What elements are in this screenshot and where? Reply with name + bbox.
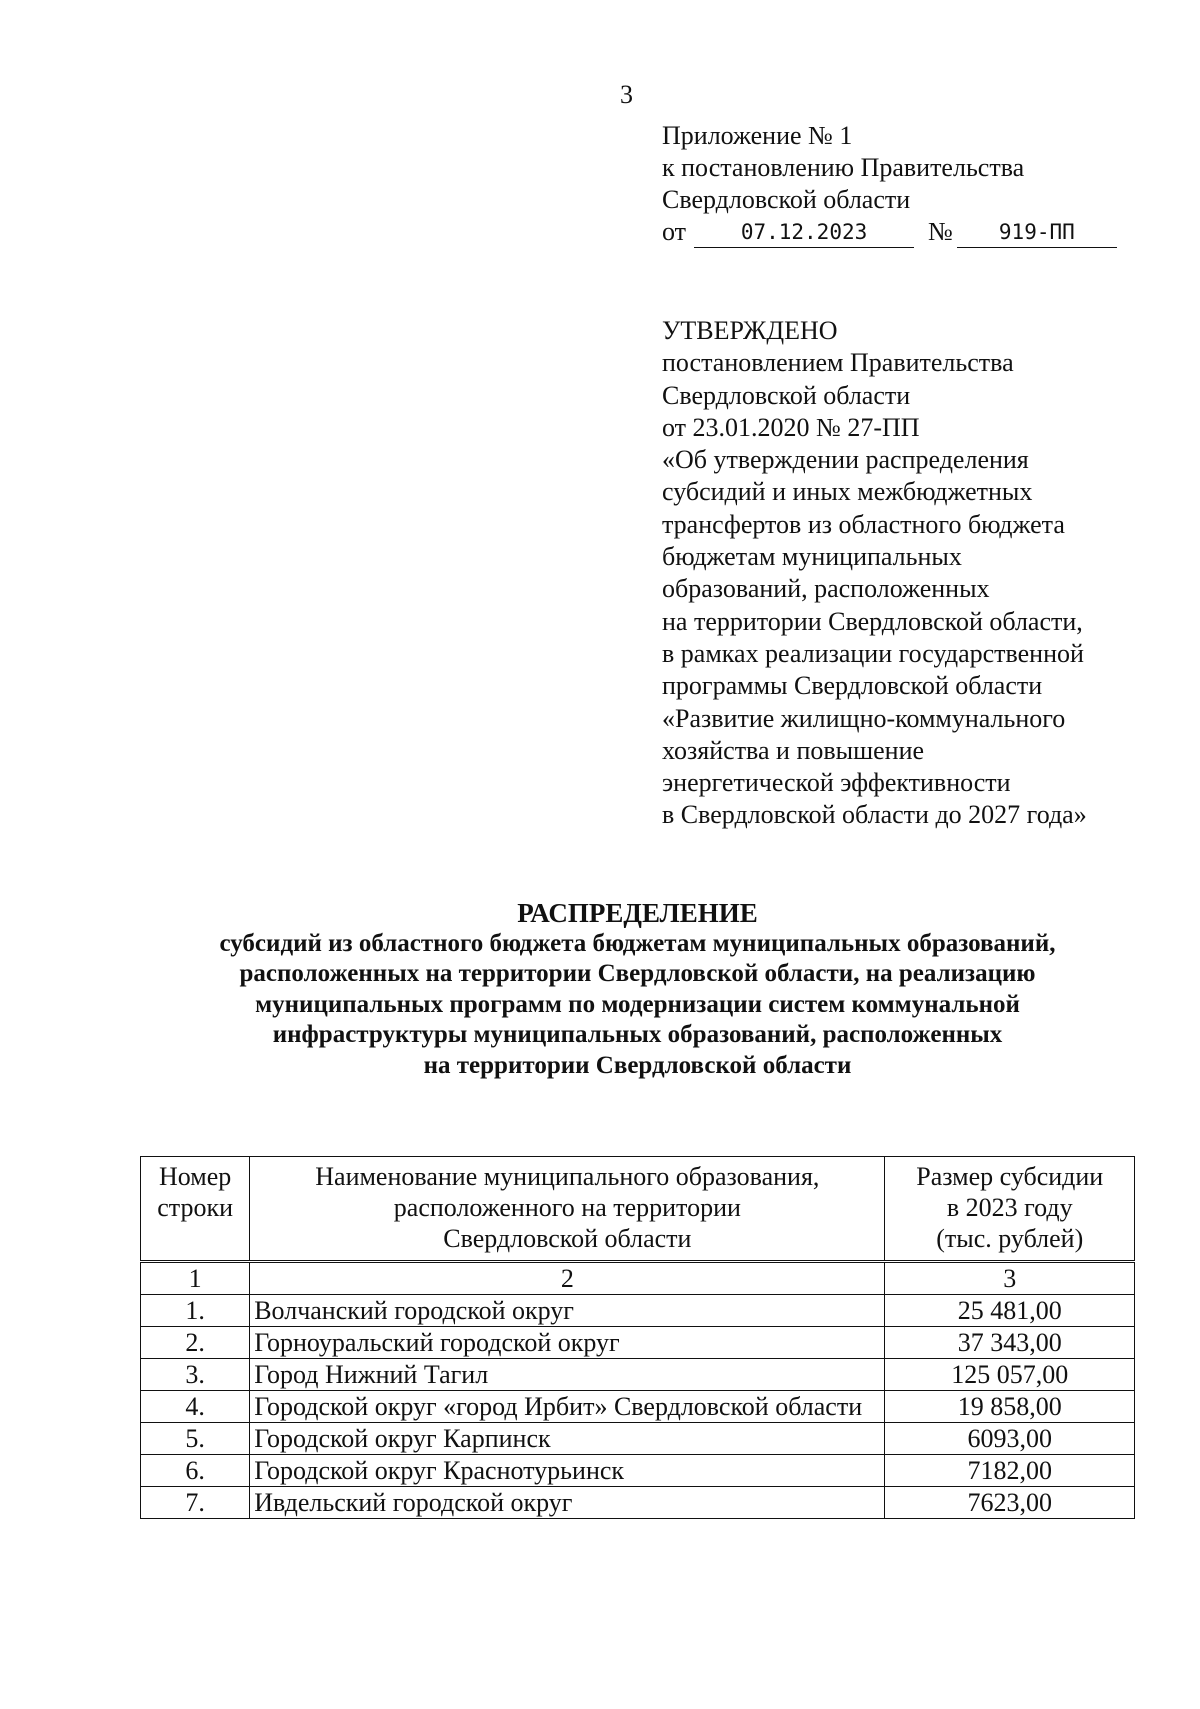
approved-line: постановлением Правительства: [662, 348, 1014, 378]
approved-line: на территории Свердловской области,: [662, 606, 1083, 636]
row-name: Ивдельский городской округ: [250, 1487, 885, 1519]
index-cell: 1: [141, 1262, 250, 1295]
heading-line: расположенных на территории Свердловской области, на реализацию: [239, 960, 1036, 987]
header-name-line: расположенного на территории: [393, 1193, 741, 1222]
approved-line: от 23.01.2020 № 27-ПП: [662, 412, 920, 442]
header-num-line: строки: [157, 1193, 233, 1222]
approved-line: программы Свердловской области: [662, 671, 1043, 701]
distribution-table: [140, 1156, 1135, 1519]
table-index-row: [141, 1262, 1135, 1295]
header-sum-line: (тыс. рублей): [936, 1224, 1084, 1253]
row-sum: 19 858,00: [885, 1391, 1135, 1423]
heading-line: муниципальных программ по модернизации систем коммунальной: [255, 990, 1020, 1018]
approved-line: субсидий и иных межбюджетных: [662, 477, 1033, 507]
table-row: [141, 1295, 1135, 1327]
heading-line: субсидий из областного бюджета бюджетам муниципальных образований,: [219, 929, 1056, 957]
date-field: 07.12.2023: [694, 219, 914, 248]
table-row: [141, 1423, 1135, 1455]
approved-line: в Свердловской области до 2027 года»: [662, 800, 1087, 830]
row-num: 6.: [141, 1455, 250, 1487]
table-row: [141, 1455, 1135, 1487]
header-sum-line: Размер субсидии: [916, 1162, 1104, 1191]
row-name: Городской округ Карпинск: [250, 1423, 885, 1455]
row-sum: 6093,00: [885, 1423, 1135, 1455]
heading-title: РАСПРЕДЕЛЕНИЕ: [517, 898, 758, 928]
approved-line: энергетической эффективности: [662, 768, 1011, 798]
index-cell: 2: [250, 1262, 885, 1295]
heading-line: инфраструктуры муниципальных образований, расположенных: [272, 1021, 1003, 1048]
row-name: Городской округ Краснотурьинск: [250, 1455, 885, 1487]
row-num: 5.: [141, 1423, 250, 1455]
row-sum: 37 343,00: [885, 1327, 1135, 1359]
row-num: 1.: [141, 1295, 250, 1327]
table-row: [141, 1487, 1135, 1519]
approved-line: «Об утверждении распределения: [662, 445, 1029, 475]
approved-line: Свердловской области: [662, 380, 911, 410]
row-name: Волчанский городской округ: [250, 1295, 885, 1327]
header-name-line: Наименование муниципального образования,: [315, 1162, 820, 1191]
header-num: [141, 1157, 250, 1262]
row-sum: 7623,00: [885, 1487, 1135, 1519]
row-name: Город Нижний Тагил: [250, 1359, 885, 1391]
appendix-line-3: Свердловской области: [662, 185, 911, 214]
appendix-block: [662, 120, 1162, 248]
appendix-line-2: к постановлению Правительства: [662, 153, 1025, 182]
index-cell: 3: [885, 1262, 1135, 1295]
row-num: 3.: [141, 1359, 250, 1391]
document-heading: [100, 898, 1175, 1081]
approved-line: трансфертов из областного бюджета: [662, 509, 1065, 539]
row-num: 2.: [141, 1327, 250, 1359]
row-sum: 125 057,00: [885, 1359, 1135, 1391]
table-row: [141, 1327, 1135, 1359]
approved-line: «Развитие жилищно-коммунального: [662, 703, 1066, 733]
approved-line: УТВЕРЖДЕНО: [662, 316, 838, 345]
appendix-line-1: Приложение № 1: [662, 121, 853, 150]
approved-line: бюджетам муниципальных: [662, 542, 962, 572]
number-prefix: №: [928, 217, 953, 246]
row-num: 4.: [141, 1391, 250, 1423]
header-sum-line: в 2023 году: [946, 1193, 1073, 1222]
table-row: [141, 1391, 1135, 1423]
number-field: 919-ПП: [957, 219, 1117, 248]
row-sum: 7182,00: [885, 1455, 1135, 1487]
approved-line: образований, расположенных: [662, 574, 990, 604]
table-header-row: [141, 1157, 1135, 1262]
approved-line: в рамках реализации государственной: [662, 638, 1084, 668]
header-name-line: Свердловской области: [443, 1224, 692, 1253]
appendix-date-line: [662, 216, 1162, 248]
approved-block: [662, 315, 1182, 832]
row-num: 7.: [141, 1487, 250, 1519]
row-sum: 25 481,00: [885, 1295, 1135, 1327]
row-name: Городской округ «город Ирбит» Свердловской области: [250, 1391, 885, 1423]
header-num-line: Номер: [158, 1162, 232, 1191]
row-name: Горноуральский городской округ: [250, 1327, 885, 1359]
date-prefix: от: [662, 217, 687, 246]
header-name: [250, 1157, 885, 1262]
heading-line: на территории Свердловской области: [423, 1051, 852, 1079]
table-row: [141, 1359, 1135, 1391]
approved-line: хозяйства и повышение: [662, 735, 925, 765]
header-sum: [885, 1157, 1135, 1262]
page-number: 3: [620, 80, 633, 109]
